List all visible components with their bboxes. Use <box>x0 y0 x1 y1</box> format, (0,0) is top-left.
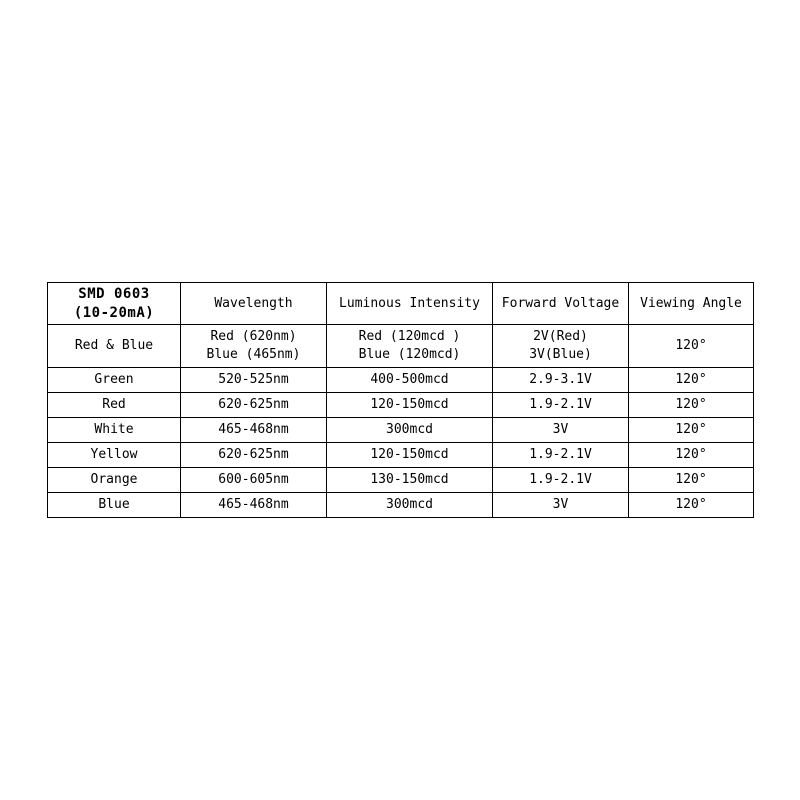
cell-intensity: 400-500mcd <box>327 367 493 392</box>
table-row <box>48 392 754 417</box>
cell-wavelength: 520-525nm <box>181 367 327 392</box>
table-row <box>48 492 754 517</box>
cell-angle: 120° <box>629 442 754 467</box>
cell-color-name: Blue <box>48 492 181 517</box>
cell-wavelength: 600-605nm <box>181 467 327 492</box>
table-row <box>48 417 754 442</box>
cell-intensity: 120-150mcd <box>327 392 493 417</box>
cell-color-name: Green <box>48 367 181 392</box>
table-row <box>48 467 754 492</box>
cell-wavelength-line1: Red (620nm) <box>210 329 297 345</box>
cell-intensity <box>327 324 493 367</box>
cell-voltage: 3V <box>493 492 629 517</box>
cell-wavelength: 620-625nm <box>181 392 327 417</box>
cell-intensity-line1: Red (120mcd ) <box>358 329 461 345</box>
cell-wavelength-line2: Blue (465nm) <box>206 346 301 362</box>
cell-voltage: 1.9-2.1V <box>493 442 629 467</box>
cell-color-name: Yellow <box>48 442 181 467</box>
cell-voltage-line1: 2V(Red) <box>533 329 588 345</box>
cell-wavelength: 620-625nm <box>181 442 327 467</box>
cell-voltage <box>493 324 629 367</box>
cell-voltage: 1.9-2.1V <box>493 467 629 492</box>
table-row <box>48 367 754 392</box>
cell-voltage: 2.9-3.1V <box>493 367 629 392</box>
cell-voltage-line2: 3V(Blue) <box>529 346 592 362</box>
cell-voltage: 3V <box>493 417 629 442</box>
cell-angle: 120° <box>629 492 754 517</box>
cell-angle: 120° <box>629 324 754 367</box>
cell-wavelength <box>181 324 327 367</box>
header-cell-wavelength: Wavelength <box>181 283 327 325</box>
cell-intensity-line2: Blue (120mcd) <box>358 346 461 362</box>
header-cell-part <box>48 283 181 325</box>
cell-color-name: Red <box>48 392 181 417</box>
led-spec-table-container <box>47 282 753 518</box>
cell-color-name: Red & Blue <box>48 324 181 367</box>
cell-intensity: 300mcd <box>327 492 493 517</box>
header-cell-luminous-intensity: Luminous Intensity <box>327 283 493 325</box>
cell-angle: 120° <box>629 367 754 392</box>
table-header-row <box>48 283 754 325</box>
cell-voltage: 1.9-2.1V <box>493 392 629 417</box>
cell-intensity: 130-150mcd <box>327 467 493 492</box>
table-row <box>48 324 754 367</box>
cell-wavelength: 465-468nm <box>181 417 327 442</box>
led-spec-table <box>47 282 754 518</box>
cell-color-name: White <box>48 417 181 442</box>
cell-angle: 120° <box>629 467 754 492</box>
cell-intensity: 120-150mcd <box>327 442 493 467</box>
table-row <box>48 442 754 467</box>
cell-angle: 120° <box>629 417 754 442</box>
header-cell-forward-voltage: Forward Voltage <box>493 283 629 325</box>
header-cell-viewing-angle: Viewing Angle <box>629 283 754 325</box>
cell-color-name: Orange <box>48 467 181 492</box>
cell-wavelength: 465-468nm <box>181 492 327 517</box>
cell-angle: 120° <box>629 392 754 417</box>
cell-intensity: 300mcd <box>327 417 493 442</box>
header-part-line1: SMD 0603 <box>78 286 150 302</box>
header-part-line2: (10-20mA) <box>73 304 155 321</box>
